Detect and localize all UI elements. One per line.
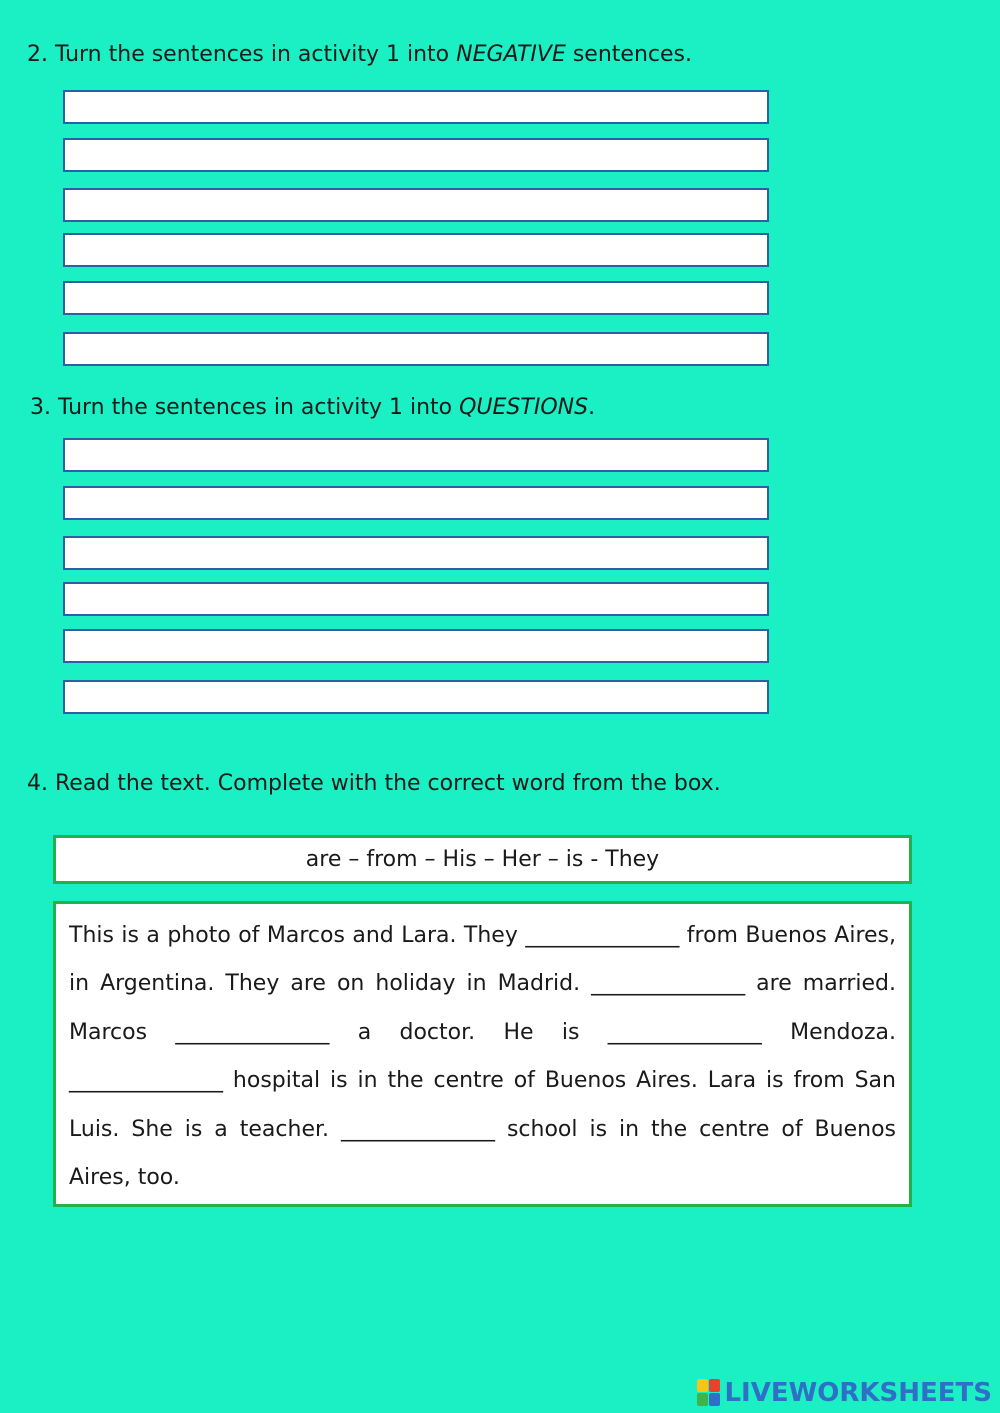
question-answer-5[interactable] (63, 629, 769, 663)
negative-answer-3[interactable] (63, 188, 769, 222)
gap-5[interactable]: ______________ (69, 1068, 223, 1094)
section-2-heading-suffix: sentences. (565, 42, 692, 67)
text-part-2: from Buenos Aires, in Argentina. They are on holiday in Madrid. (69, 923, 896, 997)
text-part-5: Mendoza. (761, 1019, 896, 1045)
liveworksheets-logo (697, 1378, 992, 1408)
section-3-heading-emphasis: QUESTIONS (459, 395, 589, 420)
gap-3[interactable]: ______________ (175, 1019, 330, 1045)
negative-answer-5[interactable] (63, 281, 769, 315)
question-answer-2[interactable] (63, 486, 769, 520)
section-3-heading-prefix: 3. Turn the sentences in activity 1 into (30, 395, 460, 420)
question-answer-4[interactable] (63, 582, 769, 616)
negative-answer-6[interactable] (63, 332, 769, 366)
gap-4[interactable]: ______________ (607, 1019, 762, 1045)
negative-answer-1[interactable] (63, 90, 769, 124)
gap-6[interactable]: ______________ (340, 1116, 495, 1142)
section-3-heading (30, 394, 595, 422)
text-part-1: This is a photo of Marcos and Lara. They (69, 923, 526, 948)
gap-1[interactable]: ______________ (525, 923, 680, 948)
negative-answer-2[interactable] (63, 138, 769, 172)
text-part-3: are married. Marcos (69, 971, 896, 1045)
section-2-heading-emphasis: NEGATIVE (456, 42, 566, 67)
liveworksheets-logo-icon (697, 1379, 721, 1407)
gap-2[interactable]: ______________ (591, 971, 746, 997)
word-box: are – from – His – Her – is - They (53, 835, 912, 884)
section-3-heading-suffix: . (588, 395, 596, 420)
question-answer-1[interactable] (63, 438, 769, 472)
question-answer-3[interactable] (63, 536, 769, 570)
text-part-6: hospital is in the centre of Buenos Aires. Lara is from San Luis. She is a teacher. (69, 1068, 896, 1142)
negative-answer-4[interactable] (63, 233, 769, 267)
section-2-heading (27, 41, 692, 69)
text-part-7: school is in the centre of Buenos Aires, too. (69, 1116, 896, 1191)
section-2-heading-prefix: 2. Turn the sentences in activity 1 into (27, 42, 457, 67)
text-part-4: a doctor. He is (329, 1019, 608, 1045)
question-answer-6[interactable] (63, 680, 769, 714)
reading-text (53, 901, 912, 1207)
section-4-heading: 4. Read the text. Complete with the correct word from the box. (27, 771, 721, 796)
liveworksheets-logo-text: LIVEWORKSHEETS (724, 1378, 992, 1408)
